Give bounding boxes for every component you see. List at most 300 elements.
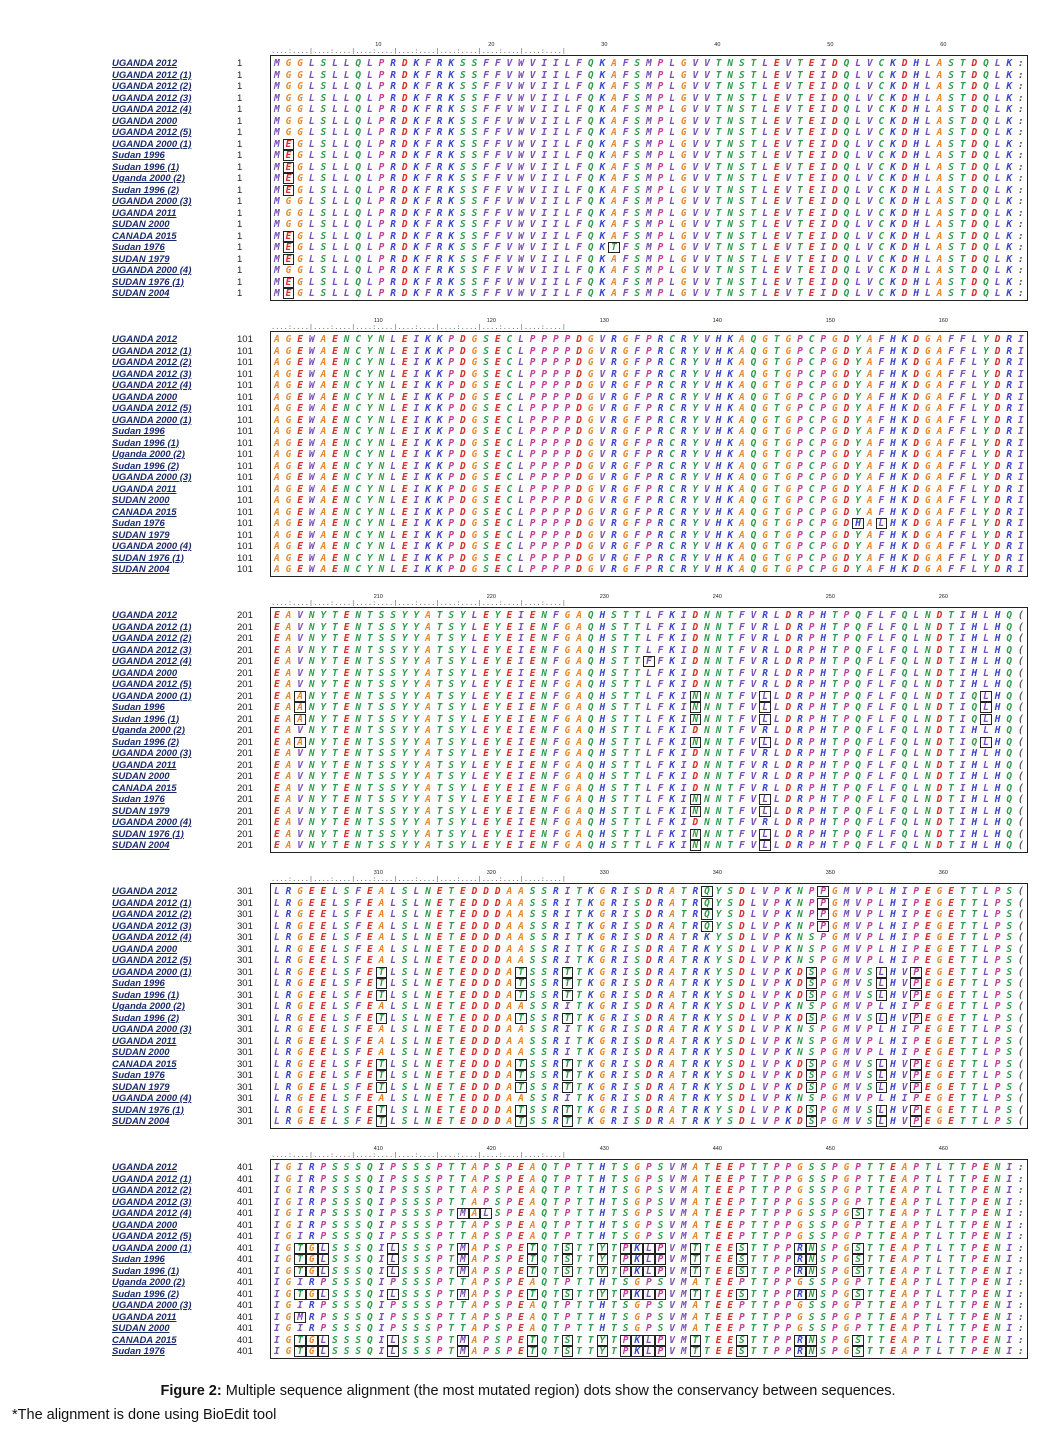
residue: E (366, 897, 373, 909)
residue: Q (587, 794, 594, 805)
residue: T (332, 621, 338, 633)
residue: I (541, 115, 548, 127)
residue: E (808, 265, 815, 276)
residue: Q (855, 725, 861, 736)
residue: T (971, 909, 978, 920)
residue: S (948, 207, 954, 219)
residue: V (506, 138, 513, 150)
residue: Y (366, 483, 373, 495)
residue: Y (692, 460, 699, 472)
residue: C (506, 368, 513, 380)
residue: C (878, 242, 885, 253)
residue: P (657, 173, 664, 184)
residue: R (762, 656, 768, 667)
residue: N (343, 529, 350, 541)
residue: T (971, 989, 978, 1001)
sequence-residues (271, 219, 1027, 230)
residue: L (913, 748, 920, 759)
residue: P (645, 414, 652, 426)
ruler-tick: 210 (373, 594, 383, 600)
residue: V (692, 138, 699, 150)
residue: S (634, 150, 641, 161)
residue: D (936, 633, 943, 644)
residue: N (308, 817, 315, 828)
residue: S (808, 955, 815, 966)
residue: L (750, 966, 757, 978)
residue: L (518, 414, 524, 426)
residue: T (750, 276, 757, 288)
residue: F (483, 81, 489, 92)
residue: S (343, 920, 350, 932)
residue: R (611, 437, 617, 449)
residue: A (738, 368, 745, 380)
residue: N (308, 759, 315, 771)
residue: E (529, 667, 536, 679)
residue: Y (413, 713, 420, 725)
residue: G (924, 449, 931, 460)
residue: D (401, 81, 408, 92)
residue: T (622, 621, 629, 633)
residue: A (378, 943, 385, 955)
residue: P (657, 161, 664, 173)
residue: R (611, 495, 617, 506)
residue: L (669, 104, 675, 115)
residue: P (657, 104, 664, 115)
residue: K (448, 230, 455, 242)
residue: R (762, 644, 768, 656)
residue: L (343, 127, 350, 138)
residue: W (308, 380, 315, 391)
residue: I (820, 230, 827, 242)
residue: G (680, 253, 687, 265)
residue: P (797, 357, 803, 368)
residue: D (459, 529, 466, 541)
residue: R (611, 391, 617, 403)
residue: D (785, 690, 792, 702)
residue: R (436, 288, 443, 299)
residue: V (866, 150, 873, 161)
residue: T (750, 184, 757, 196)
residue: I (1017, 391, 1024, 403)
residue: R (762, 771, 768, 782)
residue: Q (587, 219, 594, 230)
residue: T (750, 150, 757, 161)
residue: E (332, 564, 338, 575)
residue: T (727, 748, 734, 759)
residue: T (773, 403, 780, 414)
residue: C (506, 564, 513, 575)
residue: T (831, 667, 838, 679)
residue: S (378, 759, 385, 771)
residue: D (483, 909, 489, 920)
residue: W (518, 127, 524, 138)
residue: Y (494, 725, 501, 736)
residue: E (494, 391, 501, 403)
residue: G (587, 472, 594, 483)
residue: D (994, 552, 1001, 564)
residue: A (866, 518, 873, 529)
ruler-dots: ....:....|....:....|....:....|....:....|....:....|....:....|....:....| (271, 600, 567, 606)
residue: V (866, 127, 873, 138)
residue: A (936, 173, 943, 184)
residue: E (483, 805, 489, 817)
residue: Q (843, 150, 850, 161)
residue: E (343, 667, 350, 679)
residue: S (320, 196, 327, 207)
residue: D (785, 748, 792, 759)
residue: L (750, 943, 757, 955)
residue: D (901, 150, 908, 161)
residue: V (297, 644, 303, 656)
residue: K (599, 104, 606, 115)
residue: T (959, 943, 966, 955)
residue: P (448, 437, 455, 449)
residue: T (959, 127, 966, 138)
residue: L (971, 541, 978, 552)
residue: H (913, 184, 920, 196)
residue: F (576, 242, 582, 253)
sequence-start-position: 201 (237, 748, 253, 759)
residue: N (727, 127, 734, 138)
residue: A (611, 184, 617, 196)
residue: G (587, 506, 594, 518)
residue: V (855, 955, 861, 966)
residue: H (715, 529, 722, 541)
residue: T (634, 782, 641, 794)
residue: : (1017, 253, 1024, 265)
residue: N (541, 679, 548, 690)
residue: G (599, 897, 606, 909)
residue: G (297, 150, 303, 161)
residue: N (308, 702, 315, 713)
residue: K (727, 495, 734, 506)
residue: R (680, 426, 687, 437)
residue: S (390, 736, 396, 748)
residue: I (680, 725, 687, 736)
residue: D (692, 725, 699, 736)
residue: C (506, 414, 513, 426)
residue: T (797, 104, 803, 115)
residue: P (552, 414, 559, 426)
residue: G (587, 495, 594, 506)
residue: L (773, 736, 780, 748)
residue: W (308, 495, 315, 506)
residue: S (948, 58, 954, 69)
residue: Q (1006, 690, 1013, 702)
residue: T (727, 633, 734, 644)
residue: D (494, 920, 501, 932)
residue: L (413, 909, 420, 920)
residue: K (448, 115, 455, 127)
residue: L (971, 403, 978, 414)
residue: N (425, 989, 431, 1001)
residue: Y (692, 414, 699, 426)
residue: R (390, 115, 396, 127)
residue: L (518, 345, 524, 357)
residue: C (506, 391, 513, 403)
residue: L (413, 897, 420, 909)
residue: S (948, 184, 954, 196)
residue: D (913, 449, 920, 460)
residue: E (436, 989, 443, 1001)
residue: R (797, 702, 803, 713)
residue: L (913, 828, 920, 840)
residue: Y (413, 644, 420, 656)
residue: C (808, 495, 815, 506)
residue: G (924, 564, 931, 575)
residue: A (273, 414, 280, 426)
residue: N (715, 736, 722, 748)
residue: D (576, 345, 582, 357)
residue: S (866, 989, 873, 1001)
residue: F (738, 748, 745, 759)
residue: A (273, 449, 280, 460)
residue: C (808, 334, 815, 345)
residue: F (576, 58, 582, 69)
residue: M (843, 909, 850, 920)
residue: E (401, 495, 408, 506)
residue: Q (855, 610, 861, 621)
residue: P (541, 483, 548, 495)
residue: Q (983, 230, 989, 242)
residue: T (727, 736, 734, 748)
residue: A (738, 391, 745, 403)
residue: Q (587, 748, 594, 759)
residue: L (343, 138, 350, 150)
residue: F (738, 679, 745, 690)
residue: Q (355, 242, 362, 253)
residue: Q (855, 679, 861, 690)
sequence-residues (271, 403, 1027, 414)
residue: N (355, 794, 362, 805)
residue: S (320, 138, 327, 150)
residue: T (831, 840, 838, 851)
residue: M (645, 230, 652, 242)
residue: P (529, 403, 536, 414)
residue: C (669, 506, 675, 518)
residue: D (785, 610, 792, 621)
residue: L (564, 265, 571, 276)
residue: D (645, 943, 652, 955)
sequence-name: UGANDA 2012 (3) (112, 92, 192, 104)
residue: F (425, 81, 431, 92)
residue: Y (401, 759, 408, 771)
residue: F (878, 437, 885, 449)
residue: D (692, 759, 699, 771)
residue: Y (459, 805, 466, 817)
sequence-start-position: 201 (237, 782, 253, 794)
residue: Y (692, 506, 699, 518)
residue: K (587, 943, 594, 955)
ruler-tick: 230 (599, 594, 609, 600)
mutated-residue: L (759, 794, 771, 805)
residue: K (890, 219, 896, 230)
residue: Q (355, 138, 362, 150)
residue: P (843, 702, 850, 713)
residue: T (332, 679, 338, 690)
residue: A (738, 449, 745, 460)
residue: A (669, 943, 675, 955)
residue: Q (901, 702, 908, 713)
residue: C (669, 552, 675, 564)
residue: L (308, 81, 315, 92)
residue: D (831, 127, 838, 138)
residue: A (936, 127, 943, 138)
residue: T (773, 483, 780, 495)
residue: P (808, 794, 815, 805)
residue: V (855, 978, 861, 989)
residue: Y (320, 805, 327, 817)
residue: T (436, 782, 443, 794)
residue: D (576, 564, 582, 575)
residue: P (552, 518, 559, 529)
residue: V (692, 265, 699, 276)
residue: R (552, 966, 559, 978)
residue: T (715, 196, 722, 207)
residue: H (599, 794, 606, 805)
residue: L (518, 437, 524, 449)
residue: I (413, 518, 420, 529)
residue: S (727, 955, 734, 966)
residue: V (750, 748, 757, 759)
residue: L (471, 690, 478, 702)
residue: P (797, 529, 803, 541)
residue: E (773, 161, 780, 173)
residue: H (715, 460, 722, 472)
residue: D (913, 541, 920, 552)
residue: E (483, 690, 489, 702)
residue: L (390, 541, 396, 552)
residue: M (273, 127, 280, 138)
residue: E (773, 276, 780, 288)
residue: K (425, 472, 431, 483)
residue: N (704, 702, 710, 713)
residue: E (308, 897, 315, 909)
residue: V (529, 58, 536, 69)
residue: S (378, 702, 385, 713)
residue: F (866, 805, 873, 817)
residue: D (738, 955, 745, 966)
residue: F (425, 265, 431, 276)
residue: L (878, 817, 885, 828)
residue: E (459, 978, 466, 989)
residue: R (611, 966, 617, 978)
residue: Q (587, 633, 594, 644)
residue: P (564, 541, 571, 552)
residue: T (436, 633, 443, 644)
residue: F (622, 92, 629, 104)
residue: S (459, 196, 466, 207)
residue: E (808, 207, 815, 219)
residue: E (529, 713, 536, 725)
residue: K (436, 552, 443, 564)
residue: E (506, 828, 513, 840)
residue: C (878, 138, 885, 150)
residue: M (645, 276, 652, 288)
residue: P (645, 380, 652, 391)
residue: F (552, 713, 559, 725)
residue: D (459, 403, 466, 414)
residue: L (669, 58, 675, 69)
residue: D (843, 506, 850, 518)
residue: E (773, 115, 780, 127)
residue: H (715, 403, 722, 414)
residue: H (599, 828, 606, 840)
residue: L (332, 196, 338, 207)
residue: T (332, 736, 338, 748)
residue: S (738, 184, 745, 196)
residue: N (797, 943, 803, 955)
residue: A (936, 253, 943, 265)
residue: G (599, 886, 606, 897)
residue: Q (587, 679, 594, 690)
residue: S (343, 978, 350, 989)
sequence-name: Sudan 1996 (2) (112, 460, 180, 472)
residue: H (971, 633, 978, 644)
residue: ( (1017, 817, 1024, 828)
residue: D (692, 610, 699, 621)
residue: L (390, 955, 396, 966)
residue: T (622, 759, 629, 771)
residue: : (1017, 242, 1024, 253)
residue: A (425, 644, 431, 656)
residue: G (785, 334, 792, 345)
residue: D (831, 230, 838, 242)
residue: Q (901, 794, 908, 805)
residue: F (959, 506, 966, 518)
residue: H (994, 748, 1001, 759)
residue: F (738, 725, 745, 736)
residue: P (541, 426, 548, 437)
residue: D (459, 552, 466, 564)
sequence-name: Sudan 1996 (1) (112, 437, 180, 449)
residue: D (901, 58, 908, 69)
residue: N (727, 173, 734, 184)
residue: T (715, 81, 722, 92)
residue: E (343, 736, 350, 748)
residue: S (738, 115, 745, 127)
residue: P (378, 173, 385, 184)
residue: K (727, 414, 734, 426)
residue: I (820, 219, 827, 230)
residue: P (913, 886, 920, 897)
residue: G (599, 932, 606, 943)
residue: W (308, 541, 315, 552)
residue: K (901, 529, 908, 541)
residue: F (878, 552, 885, 564)
residue: Q (587, 713, 594, 725)
residue: Y (320, 782, 327, 794)
residue: D (401, 219, 408, 230)
residue: E (948, 989, 954, 1001)
residue: Q (983, 127, 989, 138)
residue: S (320, 173, 327, 184)
residue: T (773, 391, 780, 403)
residue: T (715, 184, 722, 196)
residue: E (494, 449, 501, 460)
residue: E (808, 69, 815, 81)
residue: F (483, 230, 489, 242)
residue: C (669, 391, 675, 403)
residue: E (506, 805, 513, 817)
residue: L (332, 276, 338, 288)
residue: I (552, 276, 559, 288)
residue: P (820, 518, 827, 529)
residue: T (576, 943, 582, 955)
residue: S (738, 173, 745, 184)
residue: L (983, 909, 989, 920)
residue: T (680, 932, 687, 943)
